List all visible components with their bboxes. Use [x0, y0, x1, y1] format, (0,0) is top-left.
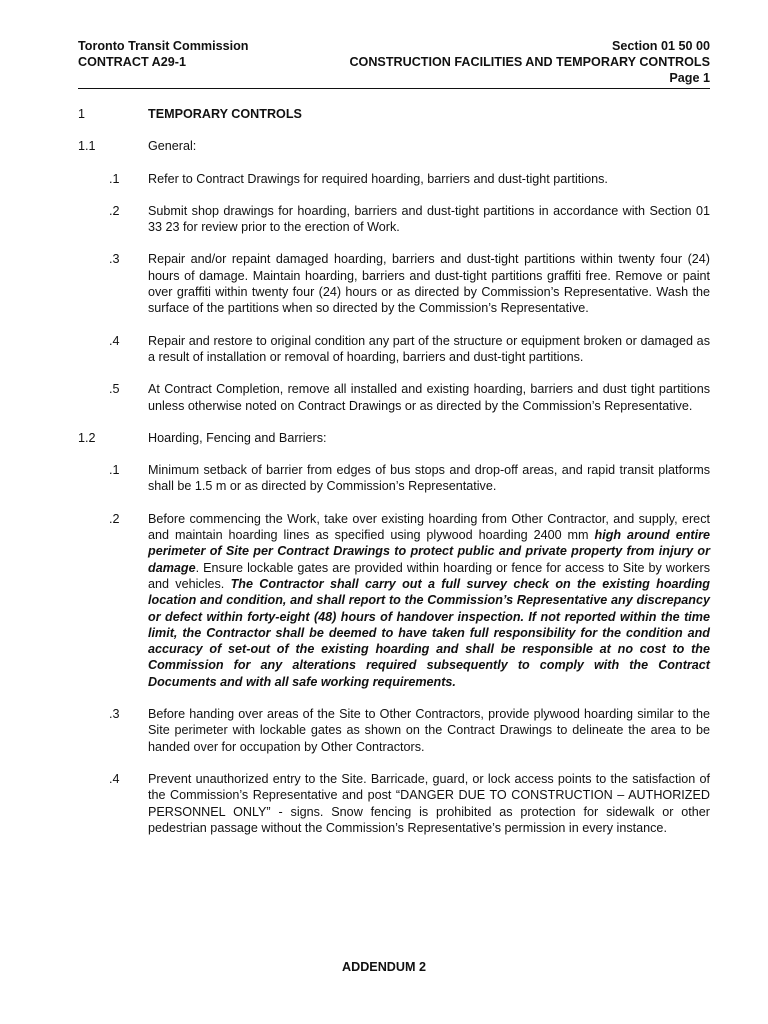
section-1	[78, 106, 710, 122]
section-1-1	[78, 138, 710, 154]
section-1-2-title: Hoarding, Fencing and Barriers:	[148, 430, 327, 445]
clause-1-1-5	[78, 381, 710, 414]
section-1-1-title: General:	[148, 139, 197, 154]
clause-text: Refer to Contract Drawings for required hoarding, barriers and dust-tight partitions.	[148, 171, 608, 186]
clause-text: Repair and/or repaint damaged hoarding, barriers and dust-tight partitions within twenty four (24) hours of damage. Maintain hoarding, barriers and dust-tight partitions graffiti free. Remove or paint over graffiti within twenty four (24) hours or as directed by Commission’s Representative. Wash the surface of the partitions when so directed by the Commission’s Representative.	[148, 252, 710, 316]
clause-number: .5	[109, 382, 120, 397]
clause-number: .4	[109, 333, 120, 348]
header-org: Toronto Transit Commission	[78, 39, 249, 53]
header-title: CONSTRUCTION FACILITIES AND TEMPORARY CONTROLS	[349, 55, 710, 69]
header-contract: CONTRACT A29-1	[78, 55, 186, 69]
header-page: Page 1	[669, 71, 710, 85]
clause-text: Submit shop drawings for hoarding, barriers and dust-tight partitions in accordance with Section 01 33 23 for review prior to the erection of Work.	[148, 203, 710, 235]
section-1-1-number: 1.1	[78, 139, 96, 154]
section-1-number: 1	[78, 107, 86, 121]
clause-number: .2	[109, 203, 120, 218]
clause-number: .3	[109, 707, 120, 722]
clause-1-2-4	[78, 771, 710, 836]
clause-emphasis: The Contractor shall carry out a full survey check on the existing hoarding location and condition, and shall report to the Commission’s Representative any discrepancy or defect within forty-eight (48) hours of handover inspection. If not reported within the time limit, the Contractor shall be deemed to have taken full responsibility for the condition and accuracy of set-out of the existing hoarding and shall be responsible at no cost to the Commission for any alterations required subsequently to comply with the Contract Documents and with all safe working requirements.	[148, 576, 710, 689]
clause-text	[148, 511, 710, 690]
clause-1-1-2	[78, 203, 710, 236]
clause-1-1-3	[78, 251, 710, 316]
header-rule	[78, 88, 710, 89]
clause-text: At Contract Completion, remove all installed and existing hoarding, barriers and dust tight partitions unless otherwise noted on Contract Drawings or as directed by the Commission’s Representative.	[148, 382, 710, 413]
clause-number: .1	[109, 463, 120, 478]
section-1-2-number: 1.2	[78, 430, 96, 445]
clause-1-2-1	[78, 462, 710, 495]
clause-number: .3	[109, 252, 120, 267]
clause-text-part: Before commencing the Work, take over existing hoarding from Other Contractor, and supply, erect and maintain hoarding lines as specified using plywood hoarding 2400 mm	[148, 511, 710, 543]
clause-1-2-3	[78, 706, 710, 755]
clause-text: Minimum setback of barrier from edges of bus stops and drop-off areas, and rapid transit platforms shall be 1.5 m or as directed by Commission’s Representative.	[148, 463, 710, 494]
clause-text: Before handing over areas of the Site to Other Contractors, provide plywood hoarding similar to the Site perimeter with lockable gates as shown on the Contract Drawings to delineate the area to be handed over for occupation by Other Contractors.	[148, 707, 710, 754]
clause-text-part: . Ensure lockable gates are provided within hoarding or fence for access to Site by workers and vehicles.	[148, 560, 710, 591]
clause-1-1-4	[78, 333, 710, 366]
clause-text: Repair and restore to original condition any part of the structure or equipment broken or damaged as a result of installation or removal of hoarding, barriers and dust-tight partitions.	[148, 333, 710, 364]
clause-1-2-2	[78, 511, 710, 690]
clause-number: .4	[109, 771, 120, 786]
document-body	[78, 106, 710, 836]
clause-number: .1	[109, 171, 120, 186]
clause-1-1-1	[78, 171, 710, 187]
clause-emphasis: high around entire perimeter of Site per Contract Drawings to protect public and private property from injury or damage	[148, 528, 710, 575]
page-footer: ADDENDUM 2	[342, 960, 426, 974]
page-header	[78, 38, 710, 86]
header-section: Section 01 50 00	[611, 39, 710, 53]
clause-text: Prevent unauthorized entry to the Site. Barricade, guard, or lock access points to the satisfaction of the Commission’s Representative and post “DANGER DUE TO CONSTRUCTION – AUTHORIZED PERSONNEL ONLY” - signs. Snow fencing is prohibited as protection for sidewalk or other pedestrian passage without the Commission’s Representative’s permission in every instance.	[148, 771, 710, 835]
section-1-2	[78, 430, 710, 446]
section-1-title: TEMPORARY CONTROLS	[148, 107, 302, 121]
clause-number: .2	[109, 511, 120, 526]
